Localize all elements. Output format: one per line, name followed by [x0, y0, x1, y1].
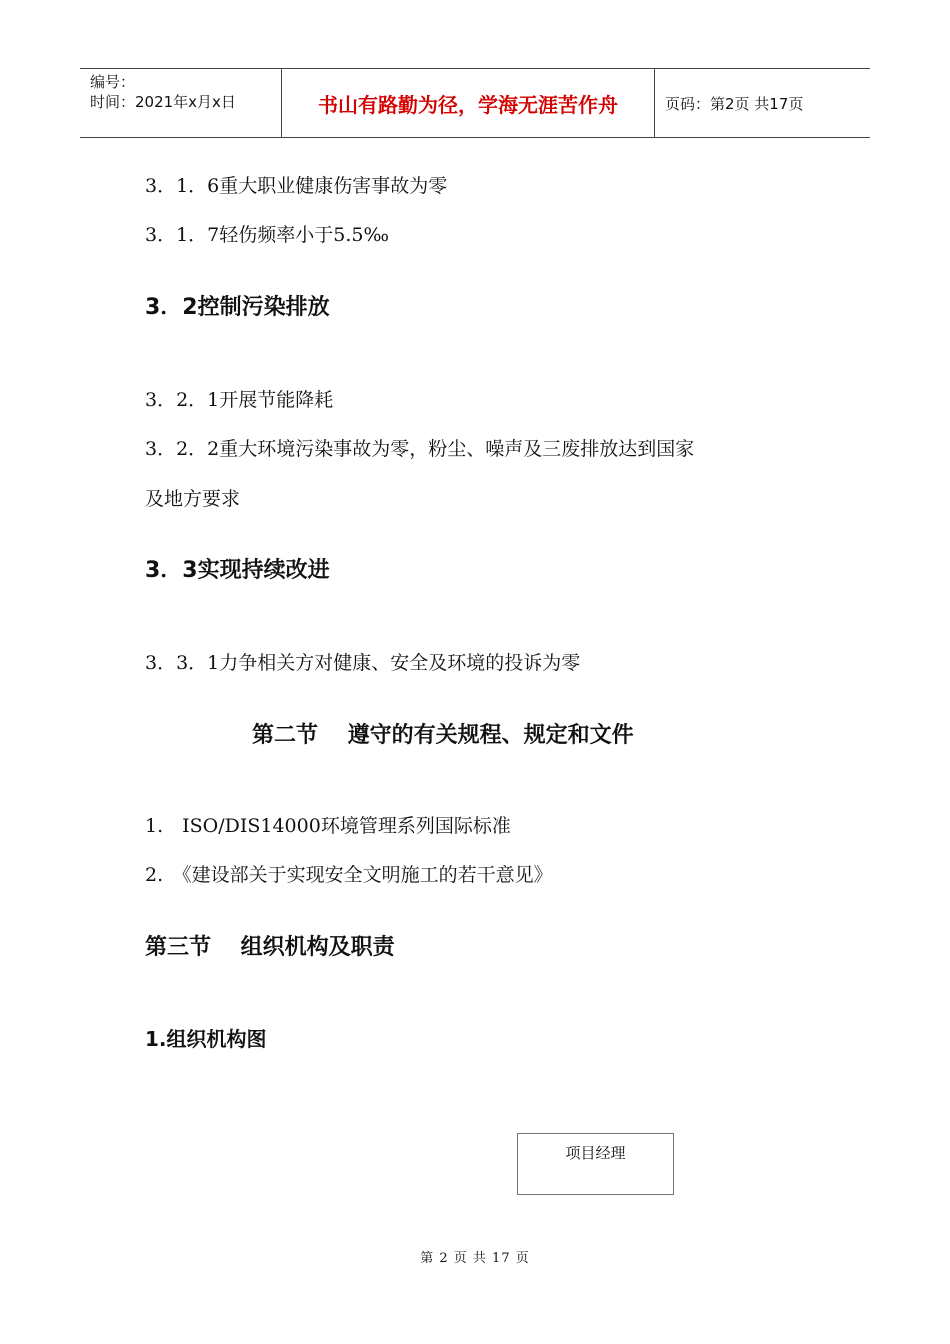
header-page-info: 页码：第2页 共17页	[665, 94, 804, 113]
header-meta-cell	[80, 69, 282, 137]
document-header	[80, 68, 870, 138]
paragraph-3-2-2-line1: 3．2．2重大环境污染事故为零，粉尘、噪声及三废排放达到国家	[145, 438, 695, 460]
list-item-1: 1. ISO/DIS14000环境管理系列国际标准	[145, 815, 511, 837]
paragraph-3-3-1: 3．3．1力争相关方对健康、安全及环境的投诉为零	[145, 652, 581, 674]
paragraph-3-1-6: 3．1．6重大职业健康伤害事故为零	[145, 175, 448, 197]
section-3-title: 第三节 组织机构及职责	[145, 935, 395, 960]
subheading-org-chart: 1.组织机构图	[145, 1027, 267, 1051]
time-label: 时间：2021年x月x日	[90, 93, 236, 111]
org-chart-box-project-manager	[517, 1133, 674, 1195]
section-2-title: 第二节 遵守的有关规程、规定和文件	[252, 723, 634, 748]
list-item-2: 2. 《建设部关于实现安全文明施工的若干意见》	[145, 864, 553, 886]
paragraph-3-1-7: 3．1．7轻伤频率小于5.5‰	[145, 224, 389, 246]
paragraph-3-2-2-line2: 及地方要求	[145, 488, 241, 510]
number-label: 编号：	[90, 73, 136, 91]
page-footer: 第 2 页 共 17 页	[420, 1251, 530, 1266]
heading-3-3: 3．3实现持续改进	[145, 558, 330, 583]
heading-3-2: 3．2控制污染排放	[145, 295, 330, 320]
header-motto-cell	[282, 69, 655, 137]
motto-text: 书山有路勤为径，学海无涯苦作舟	[318, 92, 618, 117]
paragraph-3-2-1: 3．2．1开展节能降耗	[145, 389, 334, 411]
org-box-label: 项目经理	[565, 1144, 626, 1162]
